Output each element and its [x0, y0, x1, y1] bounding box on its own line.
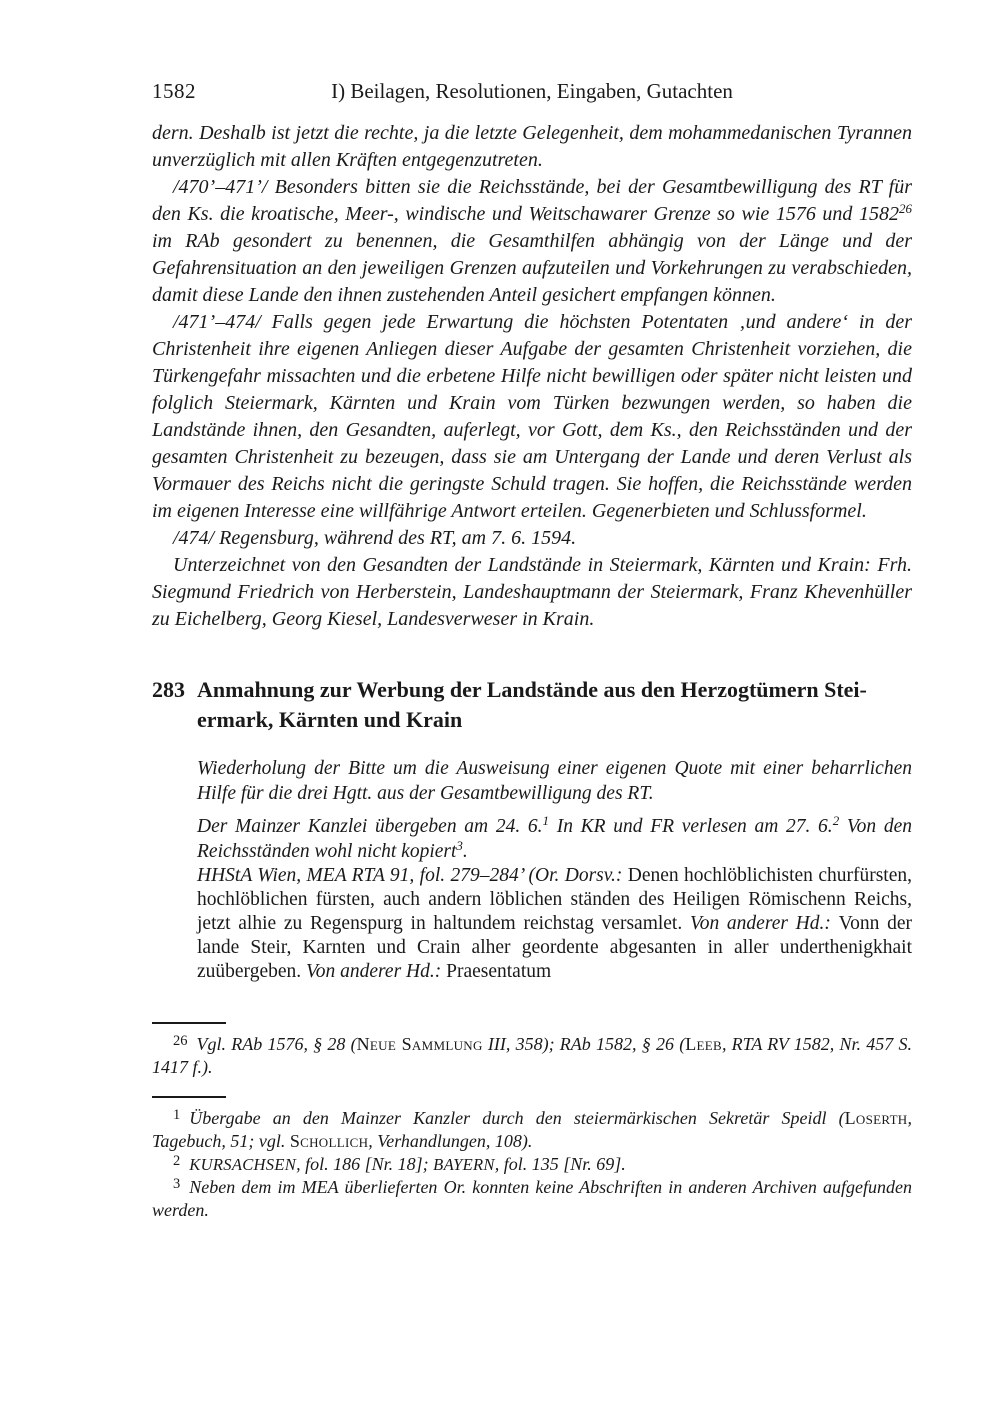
footnote-3	[152, 1176, 912, 1222]
footnote-1-number: 1	[173, 1107, 181, 1123]
document-283-title-line1: Anmahnung zur Werbung der Landstände aus den Herzogtümern Stei-	[197, 677, 867, 702]
transmission-run3: Von den Reichsständen wohl nicht kopiert	[197, 816, 912, 862]
footnote-3-text: Neben dem im MEA überlieferten Or. konnten keine Abschriften in anderen Archiven aufgefunden werden.	[152, 1177, 912, 1220]
document-283-number: 283	[152, 677, 185, 702]
footnote-26-text: Vgl. RAb 1576, § 28 (	[196, 1034, 357, 1054]
footnote-26-text-3: , RTA RV 1582, Nr. 457 S. 1417 f.).	[152, 1034, 913, 1077]
source-hand-note-1: Von anderer Hd.:	[689, 913, 839, 934]
footnote-26-number: 26	[173, 1033, 188, 1049]
footnote-separator-rule-1	[152, 1022, 226, 1024]
regest-document-282	[152, 120, 912, 633]
footnote-1	[152, 1107, 912, 1153]
footnote-2-text-2: , fol. 135 [Nr. 69].	[494, 1154, 626, 1174]
footnote-ref-2: 2	[832, 813, 840, 828]
source-hand-note-2: Von anderer Hd.:	[306, 961, 447, 982]
footnote-1-smallcaps-1: Loserth	[844, 1108, 908, 1128]
document-283-title	[197, 675, 912, 735]
paragraph-471: /471’–474/ Falls gegen jede Erwartung die höchsten Potentaten ‚und andere‘ in der Christenheit ihre eigenen Anliegen dieser Aufgabe der gesamten Christenheit vorziehen, die Türkengefahr missachten und die erbetene Hilfe nicht bewilligen oder später nicht leisten und folglich Steiermark, Kärnten und Krain vom Türken bezwungen werden, so haben die Landstände ihnen, den Gesandten, auferlegt, vor Gott, dem Ks., den Reichsständen und der gesamten Christenheit zu bezeugen, dass sie am Untergang der Lande und deren Verlust als Vormauer des Reichs nicht die geringste Schuld tragen. Sie hoffen, die Reichsstände werden im eigenen Interesse eine willfährige Antwort erteilen. Gegenerbieten und Schlussformel.	[152, 311, 912, 522]
document-283-title-line2: ermark, Kärnten und Krain	[197, 707, 463, 732]
paragraph-continuation: dern. Deshalb ist jetzt die rechte, ja die letzte Gelegenheit, dem mohammedanischen Tyrannen unverzüglich mit allen Kräften entgegenzutreten.	[152, 122, 912, 171]
source-hand-quote-1: Vonn der lande Steir, Karnten und Crain alher geordente abgesanten in aller underthenigkhait zuübergeben.	[197, 913, 913, 982]
footnote-2-text: , fol. 186 [Nr. 18];	[296, 1154, 434, 1174]
footnotes-area	[152, 1022, 912, 1222]
source-dorsal-quote: Denen hochlöblichisten churfürsten, hochlöblichen fürsten, auch andern löblichen ständen des Heiligen Römischenn Reichs, jetzt alhie zu Regenspurg in haltundem reichstag versamlet.	[197, 865, 912, 934]
footnote-2-siglum-1: KURSACHSEN	[189, 1155, 297, 1174]
footnote-2-siglum-2: BAYERN	[433, 1155, 495, 1174]
footnote-26-smallcaps-2: Leeb	[685, 1034, 722, 1054]
footnote-26	[152, 1033, 912, 1079]
running-head	[152, 78, 912, 104]
footnote-1-smallcaps-2: Schollich	[289, 1131, 369, 1151]
footnote-26-text-2: III, 358); RAb 1582, § 26 (	[482, 1034, 686, 1054]
footnote-1-text: Übergabe an den Mainzer Kanzler durch den steiermärkischen Sekretär Speidl (	[189, 1108, 845, 1128]
footnote-26-smallcaps-1: Neue Sammlung	[356, 1034, 483, 1054]
transmission-run2: In KR und FR verlesen am 27. 6.	[549, 816, 833, 837]
running-header-title: I) Beilagen, Resolutionen, Eingaben, Gutachten	[331, 79, 733, 103]
footnote-2	[152, 1153, 912, 1176]
page-number: 1582	[152, 79, 196, 103]
footnote-ref-1: 1	[542, 813, 550, 828]
document-283-summary: Wiederholung der Bitte um die Ausweisung einer eigenen Quote mit einer beharrlichen Hilfe für die drei Hgtt. aus der Gesamtbewilligung des RT.	[197, 758, 912, 804]
footnote-2-number: 2	[173, 1153, 181, 1169]
footnote-ref-3: 3	[456, 838, 463, 853]
paragraph-474-dateline: /474/ Regensburg, während des RT, am 7. 6. 1594.	[173, 527, 577, 549]
source-archive-signature: HHStA Wien, MEA RTA 91, fol. 279–284’ (Or. Dorsv.:	[197, 865, 628, 886]
footnote-1-text-2: , Tagebuch, 51; vgl.	[152, 1108, 912, 1151]
transmission-run4: .	[462, 841, 468, 862]
paragraph-470	[152, 174, 912, 309]
paragraph-signatories: Unterzeichnet von den Gesandten der Landstände in Steiermark, Kärnten und Krain: Frh. Siegmund Friedrich von Herberstein, Landeshauptmann der Steiermark, Franz Khevenhüller zu Eichelberg, Georg Kiesel, Landesverweser in Krain.	[152, 554, 912, 630]
document-283-transmission-note	[197, 814, 912, 864]
document-283-source-description	[197, 864, 912, 984]
paragraph-470-text-after: im RAb gesondert zu benennen, die Gesamthilfen abhängig von der Länge und der Gefahrensituation an den jeweiligen Grenzen aufzuteilen und Vorkehrungen zu verabschieden, damit diese Lande den ihnen zustehenden Anteil gesichert empfangen können.	[152, 230, 912, 306]
document-283-heading	[152, 675, 912, 735]
footnote-separator-rule-2	[152, 1096, 226, 1098]
footnote-3-number: 3	[173, 1176, 181, 1192]
paragraph-470-text: /470’–471’/ Besonders bitten sie die Reichsstände, bei der Gesamtbewilligung des RT für den Ks. die kroatische, Meer-, windische und Weitschawarer Grenze so wie 1576 und 1582	[152, 176, 912, 225]
footnote-ref-26: 26	[899, 201, 912, 216]
footnote-1-text-3: , Verhandlungen, 108).	[368, 1131, 533, 1151]
transmission-run1: Der Mainzer Kanzlei übergeben am 24. 6.	[197, 816, 543, 837]
source-hand-quote-2: Praesentatum	[446, 961, 552, 982]
